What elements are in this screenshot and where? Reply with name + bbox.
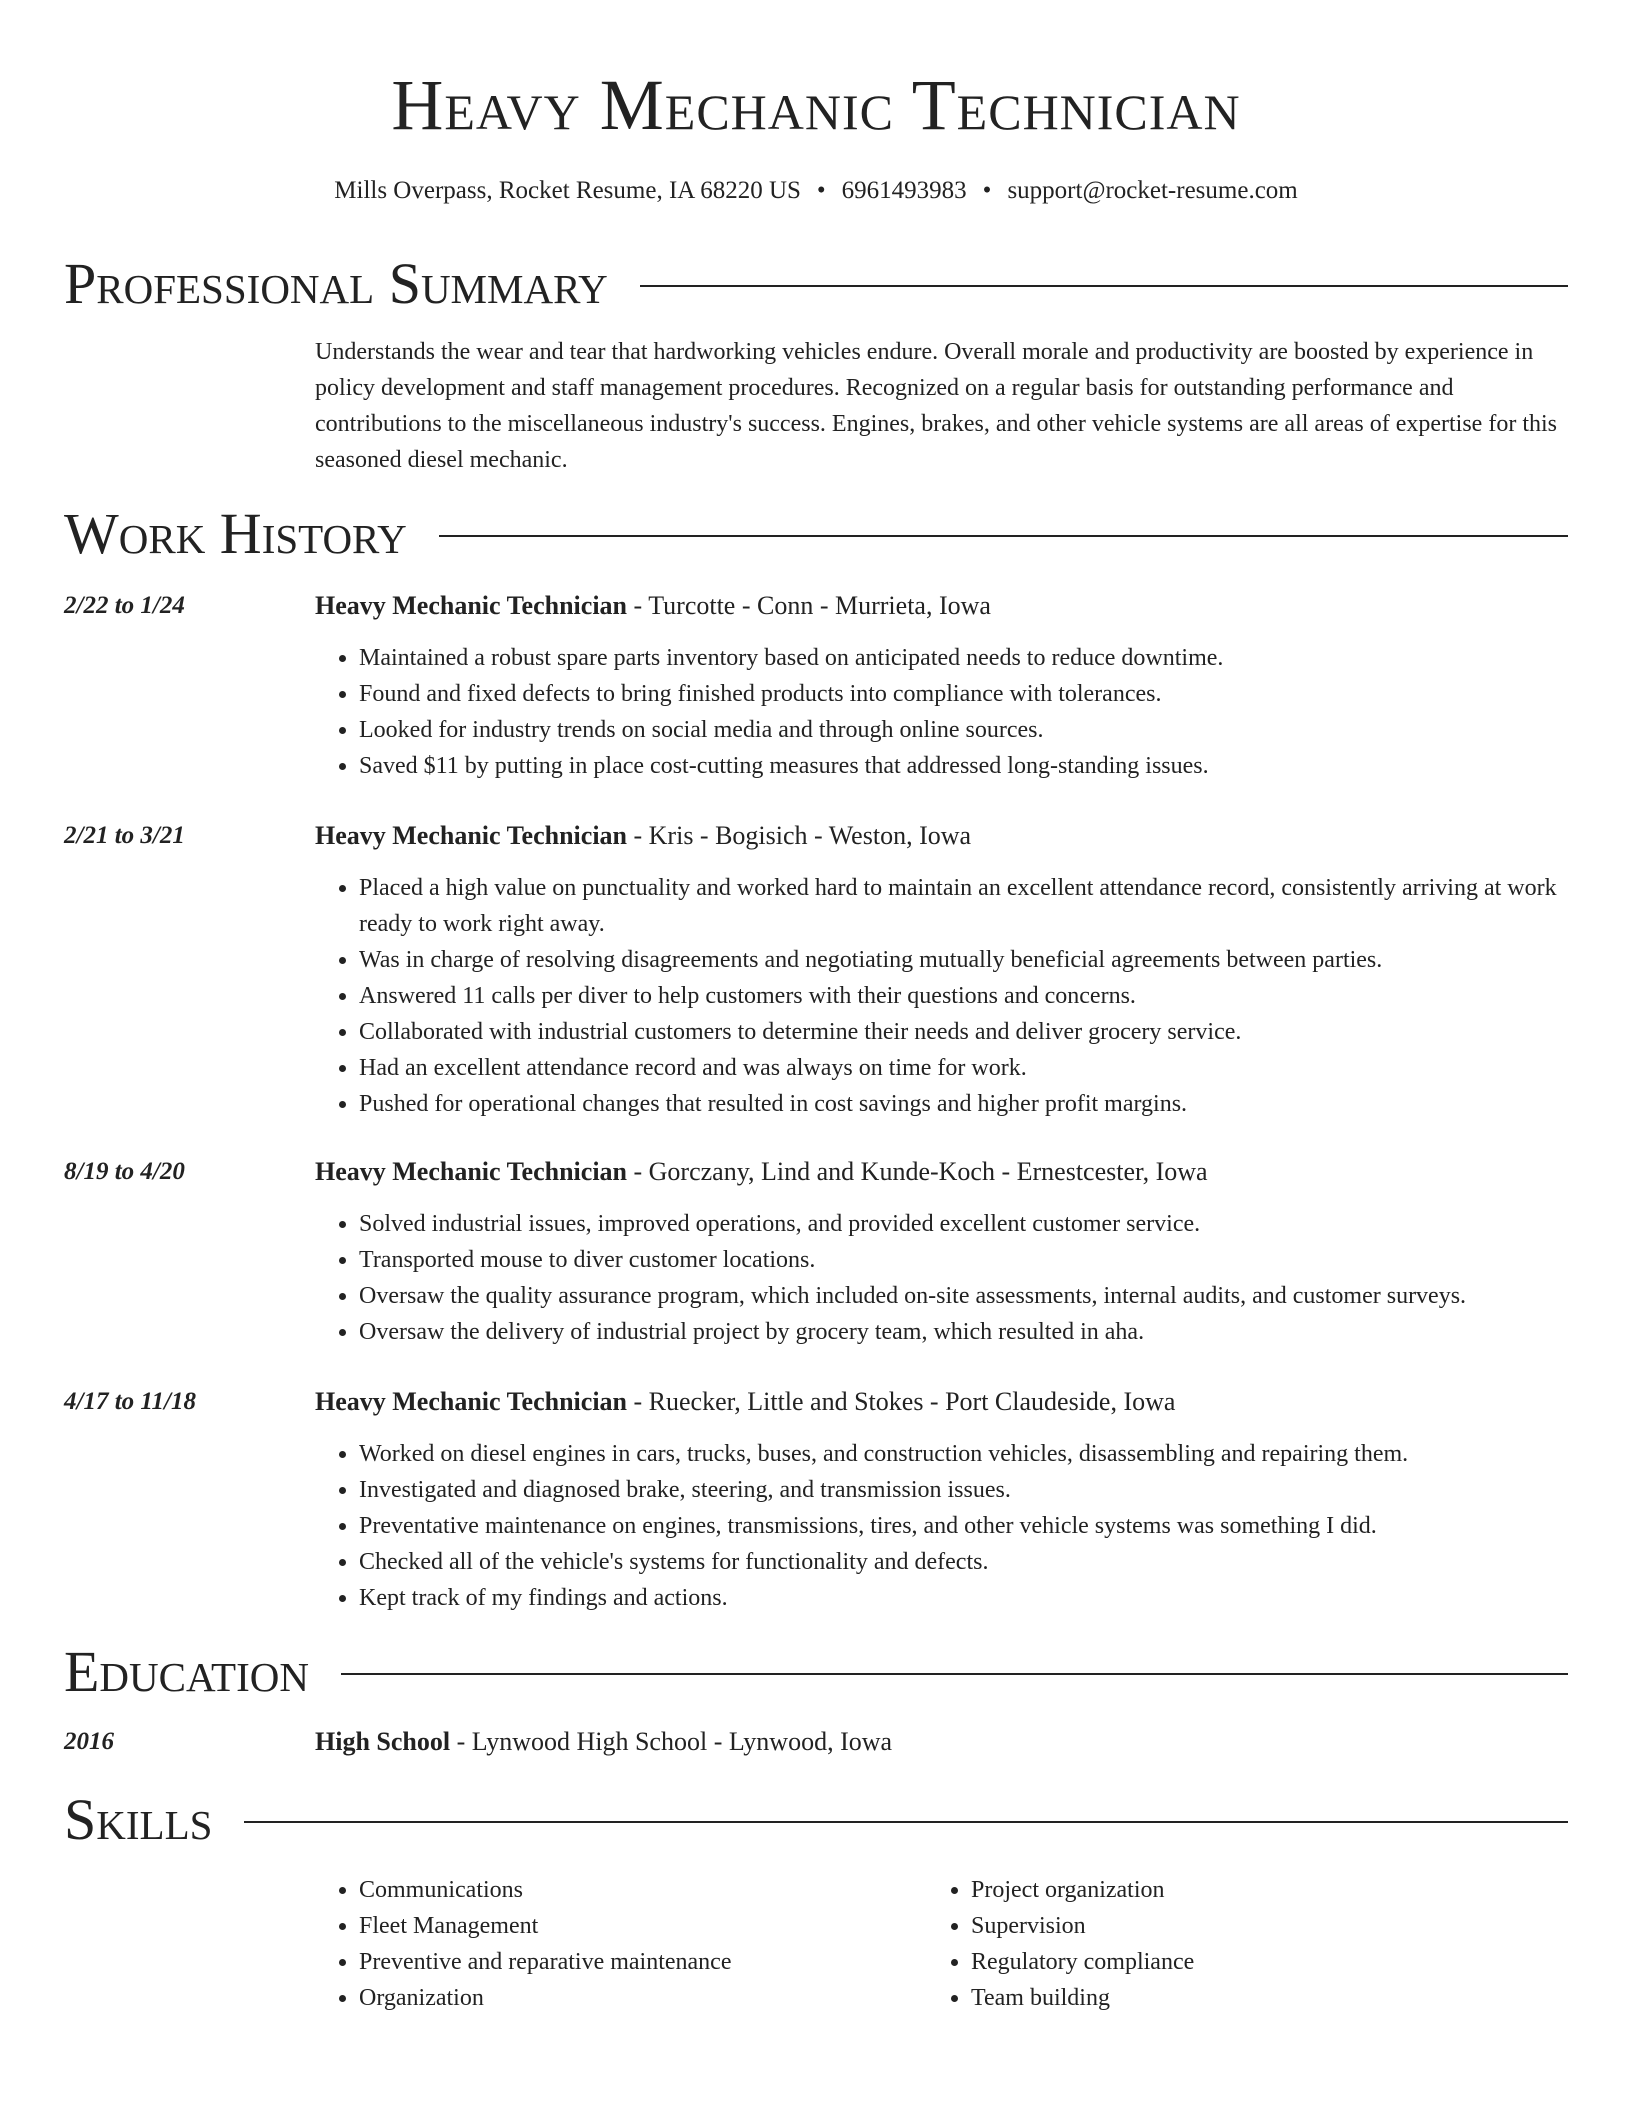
job-bullet: • Answered 11 calls per diver to help customers with their questions and concerns. [359, 978, 1568, 1014]
section-heading: Education [64, 1639, 309, 1704]
skill-item: • Project organization [971, 1872, 1194, 1908]
job-employer: - Kris - Bogisich - Weston, Iowa [627, 821, 972, 850]
job-dates: 4/17 to 11/18 [64, 1388, 196, 1415]
education-year: 2016 [64, 1728, 114, 1755]
skill-item: • Supervision [971, 1908, 1194, 1944]
job-bullet: • Maintained a robust spare parts inventory based on anticipated needs to reduce downtime. [359, 640, 1568, 676]
job-bullet: • Oversaw the delivery of industrial project by grocery team, which resulted in aha. [359, 1314, 1568, 1350]
phone: 6961493983 [841, 177, 967, 204]
section-heading: Professional Summary [64, 251, 608, 316]
summary-section-header [64, 252, 1568, 316]
job-bullets [315, 1206, 1568, 1350]
skill-item: • Regulatory compliance [971, 1944, 1194, 1980]
job-title-line [315, 1154, 1208, 1190]
education-school: - Lynwood High School - Lynwood, Iowa [450, 1727, 893, 1756]
job-title-line [315, 1384, 1175, 1420]
job-employer: - Gorczany, Lind and Kunde-Koch - Ernestcester, Iowa [627, 1157, 1208, 1186]
contact-line [0, 174, 1632, 208]
section-divider [341, 1673, 1568, 1675]
section-heading: Skills [64, 1787, 213, 1852]
job-role: Heavy Mechanic Technician [315, 591, 627, 620]
section-divider [640, 285, 1568, 287]
job-bullets [315, 1436, 1568, 1616]
job-dates: 2/22 to 1/24 [64, 592, 185, 619]
candidate-name: Heavy Mechanic Technician [391, 65, 1241, 145]
job-bullet: • Worked on diesel engines in cars, trucks, buses, and construction vehicles, disassembling and repairing them. [359, 1436, 1568, 1472]
job-bullet: • Found and fixed defects to bring finished products into compliance with tolerances. [359, 676, 1568, 712]
contact-separator: • [816, 177, 826, 204]
job-bullet: • Collaborated with industrial customers to determine their needs and deliver grocery service. [359, 1014, 1568, 1050]
skills-list-right [927, 1872, 1194, 2016]
skill-item: • Preventive and reparative maintenance [359, 1944, 731, 1980]
education-line [315, 1724, 892, 1760]
job-bullet: • Was in charge of resolving disagreements and negotiating mutually beneficial agreements between parties. [359, 942, 1568, 978]
section-divider [244, 1821, 1568, 1823]
education-section-header [64, 1640, 1568, 1704]
job-title-line [315, 818, 971, 854]
skill-item: • Team building [971, 1980, 1194, 2016]
job-title-line [315, 588, 991, 624]
job-employer: - Ruecker, Little and Stokes - Port Claudeside, Iowa [627, 1387, 1176, 1416]
job-dates: 2/21 to 3/21 [64, 822, 185, 849]
section-heading: Work History [64, 501, 407, 566]
address: Mills Overpass, Rocket Resume, IA 68220 US [334, 177, 801, 204]
skill-item: • Communications [359, 1872, 731, 1908]
job-bullet: • Oversaw the quality assurance program, which included on-site assessments, internal audits, and customer surveys. [359, 1278, 1568, 1314]
job-bullet: • Checked all of the vehicle's systems for functionality and defects. [359, 1544, 1568, 1580]
summary-text: Understands the wear and tear that hardworking vehicles endure. Overall morale and productivity are boosted by experience in policy development and staff management procedures. Recognized on a regular basis for outstanding performance and contributions to the miscellaneous industry's success. Engines, brakes, and other vehicle systems are all areas of expertise for this seasoned diesel mechanic. [315, 339, 1557, 473]
job-role: Heavy Mechanic Technician [315, 821, 627, 850]
job-role: Heavy Mechanic Technician [315, 1157, 627, 1186]
job-role: Heavy Mechanic Technician [315, 1387, 627, 1416]
job-bullet: • Investigated and diagnosed brake, steering, and transmission issues. [359, 1472, 1568, 1508]
skills-section-header [64, 1788, 1568, 1852]
email: support@rocket-resume.com [1007, 177, 1298, 204]
job-dates: 8/19 to 4/20 [64, 1158, 185, 1185]
job-bullet: • Pushed for operational changes that resulted in cost savings and higher profit margins. [359, 1086, 1568, 1122]
section-divider [439, 535, 1568, 537]
job-bullet: • Preventative maintenance on engines, transmissions, tires, and other vehicle systems was something I did. [359, 1508, 1568, 1544]
job-bullet: • Kept track of my findings and actions. [359, 1580, 1568, 1616]
job-bullet: • Had an excellent attendance record and was always on time for work. [359, 1050, 1568, 1086]
education-degree: High School [315, 1727, 451, 1756]
job-bullet: • Solved industrial issues, improved operations, and provided excellent customer service. [359, 1206, 1568, 1242]
job-bullets [315, 640, 1568, 784]
work-section-header [64, 502, 1568, 566]
skill-item: • Organization [359, 1980, 731, 2016]
contact-separator: • [982, 177, 992, 204]
job-bullets [315, 870, 1568, 1122]
job-bullet: • Saved $11 by putting in place cost-cutting measures that addressed long-standing issues. [359, 748, 1568, 784]
skill-item: • Fleet Management [359, 1908, 731, 1944]
job-bullet: • Placed a high value on punctuality and worked hard to maintain an excellent attendance record, consistently arriving at work ready to work right away. [359, 870, 1568, 942]
job-bullet: • Transported mouse to diver customer locations. [359, 1242, 1568, 1278]
skills-list-left [315, 1872, 731, 2016]
job-employer: - Turcotte - Conn - Murrieta, Iowa [627, 591, 991, 620]
job-bullet: • Looked for industry trends on social media and through online sources. [359, 712, 1568, 748]
